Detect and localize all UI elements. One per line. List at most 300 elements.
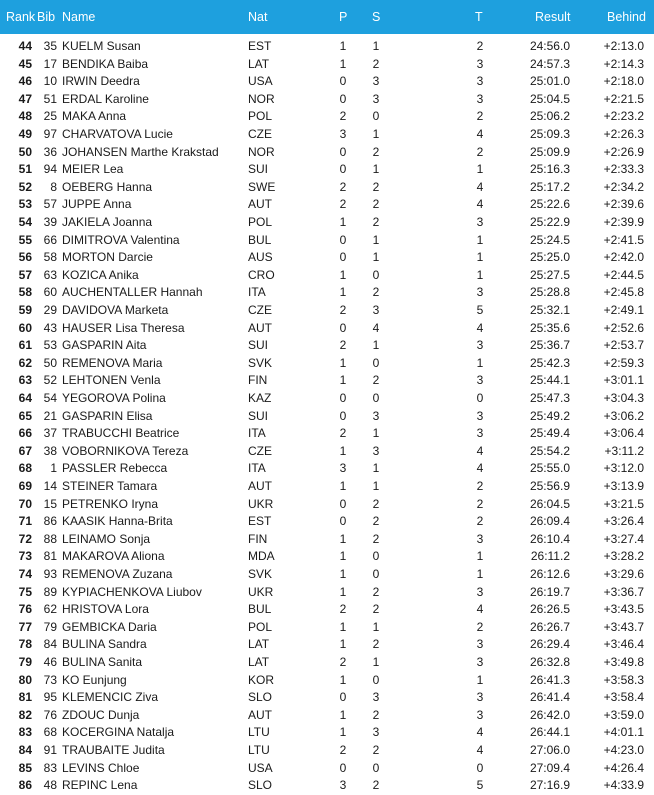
prone-misses: 1: [339, 725, 347, 740]
standing-misses: 0: [372, 391, 380, 405]
athlete-name: MAKA Anna: [62, 109, 127, 124]
behind-time: +3:46.4: [603, 637, 644, 652]
rank-cell: 70: [18, 496, 32, 511]
behind-time: +3:29.6: [603, 567, 644, 581]
result-time: 26:29.4: [529, 637, 570, 652]
total-misses: 3: [476, 531, 484, 546]
behind-time: +2:42.0: [603, 250, 644, 265]
bib-cell: 91: [43, 743, 57, 757]
bib-cell: 97: [43, 127, 57, 141]
table-row: [0, 548, 654, 566]
nation-code: LTU: [248, 743, 270, 757]
athlete-name: DIMITROVA Valentina: [62, 232, 180, 247]
table-row: [0, 636, 654, 654]
nation-code: POL: [248, 619, 273, 634]
prone-misses: 0: [339, 760, 347, 775]
table-row: [0, 689, 654, 707]
nation-code: UKR: [248, 496, 274, 511]
standing-misses: 2: [372, 778, 380, 793]
prone-misses: 0: [339, 514, 347, 529]
behind-time: +3:06.4: [603, 426, 644, 441]
standing-misses: 0: [372, 672, 380, 687]
bib-cell: 79: [43, 619, 57, 634]
total-misses: 2: [476, 144, 484, 159]
table-row: [0, 126, 654, 144]
table-row: [0, 408, 654, 426]
nation-code: SVK: [248, 567, 273, 581]
table-row: [0, 232, 654, 250]
rank-cell: 68: [18, 461, 32, 476]
table-row: [0, 214, 654, 232]
total-misses: 2: [476, 109, 484, 124]
standing-misses: 2: [372, 584, 380, 599]
prone-misses: 1: [339, 707, 347, 722]
behind-time: +3:27.4: [603, 531, 644, 546]
standing-misses: 2: [372, 197, 380, 212]
total-misses: 4: [476, 179, 484, 194]
behind-time: +3:36.7: [603, 584, 644, 599]
bib-cell: 89: [43, 584, 57, 599]
behind-time: +2:39.9: [603, 215, 644, 229]
total-misses: 3: [476, 426, 484, 441]
athlete-name: VOBORNIKOVA Tereza: [62, 443, 189, 458]
nation-code: AUT: [248, 197, 272, 212]
rank-cell: 81: [18, 690, 32, 705]
athlete-name: STEINER Tamara: [62, 479, 158, 493]
bib-cell: 38: [43, 443, 57, 458]
total-misses: 3: [476, 74, 484, 89]
athlete-name: KUELM Susan: [62, 39, 141, 53]
athlete-name: KAASIK Hanna-Brita: [62, 514, 173, 529]
standing-misses: 0: [372, 267, 380, 282]
bib-cell: 48: [43, 778, 57, 793]
standing-misses: 3: [372, 690, 380, 705]
table-row: [0, 249, 654, 267]
header-behind: Behind: [607, 10, 646, 24]
prone-misses: 2: [339, 743, 347, 757]
behind-time: +4:23.0: [603, 743, 644, 757]
bib-cell: 54: [43, 391, 57, 405]
result-time: 26:41.3: [529, 672, 570, 687]
nation-code: CRO: [248, 267, 275, 282]
header-result: Result: [535, 10, 571, 24]
prone-misses: 1: [339, 531, 347, 546]
bib-cell: 8: [50, 179, 57, 194]
behind-time: +3:49.8: [603, 655, 644, 669]
prone-misses: 3: [339, 127, 347, 141]
result-time: 26:04.5: [529, 496, 570, 511]
nation-code: SLO: [248, 690, 273, 705]
result-time: 27:16.9: [529, 778, 570, 793]
standing-misses: 1: [372, 338, 380, 353]
behind-time: +4:26.4: [603, 760, 644, 775]
rank-cell: 83: [18, 725, 32, 740]
behind-time: +3:59.0: [603, 707, 644, 722]
bib-cell: 50: [43, 355, 57, 370]
nation-code: EST: [248, 39, 272, 53]
behind-time: +2:26.3: [603, 127, 644, 141]
rank-cell: 66: [18, 426, 32, 441]
nation-code: FIN: [248, 373, 268, 388]
behind-time: +3:43.5: [603, 602, 644, 617]
bib-cell: 62: [43, 602, 57, 617]
nation-code: ITA: [248, 461, 266, 476]
table-row: [0, 742, 654, 760]
result-time: 25:25.0: [529, 250, 570, 265]
total-misses: 2: [476, 496, 484, 511]
nation-code: CZE: [248, 303, 272, 317]
behind-time: +2:18.0: [603, 74, 644, 89]
rank-cell: 67: [18, 443, 32, 458]
behind-time: +2:13.0: [603, 39, 644, 53]
rank-cell: 55: [18, 232, 32, 247]
bib-cell: 51: [43, 91, 57, 106]
table-row: [0, 284, 654, 302]
standing-misses: 2: [372, 602, 380, 617]
table-row: [0, 566, 654, 584]
behind-time: +2:21.5: [603, 91, 644, 106]
table-row: [0, 513, 654, 531]
nation-code: NOR: [248, 144, 275, 159]
athlete-name: JAKIELA Joanna: [62, 215, 153, 229]
total-misses: 4: [476, 197, 484, 212]
rank-cell: 82: [18, 707, 32, 722]
total-misses: 0: [476, 760, 484, 775]
nation-code: BUL: [248, 232, 272, 247]
athlete-name: KOCERGINA Natalja: [62, 725, 175, 740]
result-time: 25:36.7: [529, 338, 570, 353]
standing-misses: 1: [372, 655, 380, 669]
bib-cell: 15: [43, 496, 57, 511]
nation-code: SVK: [248, 355, 273, 370]
bib-cell: 36: [43, 144, 57, 159]
total-misses: 3: [476, 285, 484, 300]
standing-misses: 4: [372, 320, 380, 335]
behind-time: +3:58.4: [603, 690, 644, 705]
standing-misses: 2: [372, 285, 380, 300]
standing-misses: 0: [372, 549, 380, 564]
nation-code: SWE: [248, 179, 276, 194]
table-row: [0, 73, 654, 91]
prone-misses: 1: [339, 567, 347, 581]
prone-misses: 3: [339, 461, 347, 476]
behind-time: +2:26.9: [603, 144, 644, 159]
nation-code: BUL: [248, 602, 272, 617]
rank-cell: 52: [18, 179, 32, 194]
result-time: 25:55.0: [529, 461, 570, 476]
result-time: 27:06.0: [529, 743, 570, 757]
bib-cell: 1: [50, 461, 57, 476]
rank-cell: 51: [18, 162, 32, 177]
result-time: 26:42.0: [529, 707, 570, 722]
athlete-name: GEMBICKA Daria: [62, 619, 157, 634]
standing-misses: 1: [372, 619, 380, 634]
table-row: [0, 302, 654, 320]
table-row: [0, 161, 654, 179]
total-misses: 1: [476, 232, 484, 247]
total-misses: 4: [476, 743, 484, 757]
prone-misses: 1: [339, 443, 347, 458]
nation-code: AUS: [248, 250, 273, 265]
standing-misses: 2: [372, 215, 380, 229]
prone-misses: 1: [339, 215, 347, 229]
athlete-name: LEINAMO Sonja: [62, 531, 151, 546]
total-misses: 3: [476, 91, 484, 106]
total-misses: 3: [476, 655, 484, 669]
total-misses: 4: [476, 602, 484, 617]
standing-misses: 2: [372, 179, 380, 194]
nation-code: LAT: [248, 637, 270, 652]
athlete-name: DAVIDOVA Marketa: [62, 303, 169, 317]
total-misses: 3: [476, 637, 484, 652]
bib-cell: 17: [43, 56, 57, 71]
rank-cell: 65: [18, 408, 32, 423]
table-row: [0, 390, 654, 408]
behind-time: +2:52.6: [603, 320, 644, 335]
table-row: [0, 478, 654, 496]
athlete-name: REMENOVA Zuzana: [62, 567, 173, 581]
total-misses: 0: [476, 391, 484, 405]
total-misses: 2: [476, 39, 484, 53]
total-misses: 2: [476, 619, 484, 634]
behind-time: +2:23.2: [603, 109, 644, 124]
rank-cell: 56: [18, 250, 32, 265]
total-misses: 4: [476, 725, 484, 740]
nation-code: LAT: [248, 56, 270, 71]
table-row: [0, 108, 654, 126]
table-row: [0, 179, 654, 197]
rank-cell: 46: [18, 74, 32, 89]
rank-cell: 74: [18, 567, 32, 581]
behind-time: +2:39.6: [603, 197, 644, 212]
result-time: 25:06.2: [529, 109, 570, 124]
result-time: 25:49.4: [529, 426, 570, 441]
table-row: [0, 267, 654, 285]
prone-misses: 0: [339, 408, 347, 423]
standing-misses: 0: [372, 355, 380, 370]
standing-misses: 2: [372, 743, 380, 757]
nation-code: POL: [248, 109, 273, 124]
bib-cell: 35: [43, 39, 57, 53]
rank-cell: 62: [18, 355, 32, 370]
rank-cell: 58: [18, 285, 32, 300]
standing-misses: 1: [372, 232, 380, 247]
total-misses: 3: [476, 215, 484, 229]
prone-misses: 1: [339, 584, 347, 599]
athlete-name: TRABUCCHI Beatrice: [62, 426, 180, 441]
rank-cell: 45: [18, 56, 32, 71]
table-row: [0, 443, 654, 461]
total-misses: 3: [476, 584, 484, 599]
table-row: [0, 584, 654, 602]
bib-cell: 76: [43, 707, 57, 722]
table-row: [0, 724, 654, 742]
athlete-name: MAKAROVA Aliona: [62, 549, 165, 564]
result-time: 25:35.6: [529, 320, 570, 335]
rank-cell: 84: [18, 743, 32, 757]
result-time: 26:32.8: [529, 655, 570, 669]
rank-cell: 49: [18, 127, 32, 141]
prone-misses: 1: [339, 637, 347, 652]
behind-time: +2:53.7: [603, 338, 644, 353]
prone-misses: 0: [339, 91, 347, 106]
table-row: [0, 460, 654, 478]
prone-misses: 1: [339, 479, 347, 493]
results-header: [0, 0, 654, 34]
standing-misses: 3: [372, 303, 380, 317]
bib-cell: 29: [43, 303, 57, 317]
result-time: 25:09.9: [529, 144, 570, 159]
prone-misses: 0: [339, 391, 347, 405]
table-row: [0, 777, 654, 795]
result-time: 26:10.4: [529, 531, 570, 546]
nation-code: UKR: [248, 584, 274, 599]
standing-misses: 3: [372, 91, 380, 106]
standing-misses: 0: [372, 567, 380, 581]
athlete-name: GASPARIN Elisa: [62, 408, 153, 423]
result-time: 25:09.3: [529, 127, 570, 141]
prone-misses: 1: [339, 373, 347, 388]
table-row: [0, 531, 654, 549]
prone-misses: 2: [339, 179, 347, 194]
table-row: [0, 425, 654, 443]
nation-code: SUI: [248, 408, 269, 423]
total-misses: 2: [476, 514, 484, 529]
result-time: 27:09.4: [529, 760, 570, 775]
rank-cell: 57: [18, 267, 32, 282]
result-time: 25:32.1: [529, 303, 570, 317]
result-time: 26:12.6: [529, 567, 570, 581]
bib-cell: 63: [43, 267, 57, 282]
result-time: 25:42.3: [529, 355, 570, 370]
nation-code: AUT: [248, 320, 272, 335]
total-misses: 1: [476, 355, 484, 370]
prone-misses: 1: [339, 672, 347, 687]
prone-misses: 1: [339, 56, 347, 71]
table-row: [0, 372, 654, 390]
standing-misses: 0: [372, 109, 380, 124]
bib-cell: 73: [43, 672, 57, 687]
result-time: 24:57.3: [529, 56, 570, 71]
total-misses: 3: [476, 707, 484, 722]
bib-cell: 84: [43, 637, 57, 652]
nation-code: KAZ: [248, 391, 272, 405]
rank-cell: 85: [18, 760, 32, 775]
result-time: 25:04.5: [529, 91, 570, 106]
nation-code: AUT: [248, 479, 272, 493]
behind-time: +3:43.7: [603, 619, 644, 634]
total-misses: 3: [476, 338, 484, 353]
behind-time: +3:13.9: [603, 479, 644, 493]
nation-code: LAT: [248, 655, 270, 669]
result-time: 25:24.5: [529, 232, 570, 247]
total-misses: 3: [476, 690, 484, 705]
bib-cell: 57: [43, 197, 57, 212]
prone-misses: 0: [339, 232, 347, 247]
table-row: [0, 707, 654, 725]
behind-time: +2:33.3: [603, 162, 644, 177]
rank-cell: 80: [18, 672, 32, 687]
prone-misses: 0: [339, 144, 347, 159]
behind-time: +3:58.3: [603, 672, 644, 687]
rank-cell: 44: [18, 39, 32, 53]
rank-cell: 59: [18, 303, 32, 317]
bib-cell: 53: [43, 338, 57, 353]
bib-cell: 39: [43, 215, 57, 229]
total-misses: 4: [476, 443, 484, 458]
rank-cell: 47: [18, 91, 32, 106]
athlete-name: KOZICA Anika: [62, 267, 139, 282]
athlete-name: CHARVATOVA Lucie: [62, 127, 173, 141]
athlete-name: AUCHENTALLER Hannah: [62, 285, 203, 300]
standing-misses: 3: [372, 443, 380, 458]
behind-time: +2:45.8: [603, 285, 644, 300]
prone-misses: 0: [339, 496, 347, 511]
athlete-name: LEHTONEN Venla: [62, 373, 161, 388]
prone-misses: 0: [339, 162, 347, 177]
rank-cell: 71: [18, 514, 32, 529]
bib-cell: 81: [43, 549, 57, 564]
table-row: [0, 672, 654, 690]
prone-misses: 2: [339, 602, 347, 617]
nation-code: CZE: [248, 443, 272, 458]
behind-time: +2:14.3: [603, 56, 644, 71]
bib-cell: 94: [43, 162, 57, 177]
behind-time: +3:28.2: [603, 549, 644, 564]
athlete-name: LEVINS Chloe: [62, 760, 140, 775]
standing-misses: 1: [372, 426, 380, 441]
result-time: 25:49.2: [529, 408, 570, 423]
prone-misses: 1: [339, 619, 347, 634]
table-row: [0, 196, 654, 214]
standing-misses: 1: [372, 162, 380, 177]
bib-cell: 25: [43, 109, 57, 124]
total-misses: 3: [476, 56, 484, 71]
behind-time: +3:04.3: [603, 391, 644, 405]
header-standing: S: [372, 10, 381, 24]
prone-misses: 1: [339, 39, 347, 53]
nation-code: FIN: [248, 531, 268, 546]
standing-misses: 1: [372, 479, 380, 493]
athlete-name: ERDAL Karoline: [62, 91, 149, 106]
bib-cell: 37: [43, 426, 57, 441]
athlete-name: ZDOUC Dunja: [62, 707, 140, 722]
nation-code: LTU: [248, 725, 270, 740]
total-misses: 3: [476, 408, 484, 423]
nation-code: SLO: [248, 778, 273, 793]
rank-cell: 60: [18, 320, 32, 335]
athlete-name: GASPARIN Aita: [62, 338, 147, 353]
total-misses: 4: [476, 127, 484, 141]
prone-misses: 0: [339, 690, 347, 705]
rank-cell: 61: [18, 338, 32, 353]
bib-cell: 10: [43, 74, 57, 89]
prone-misses: 2: [339, 197, 347, 212]
table-row: [0, 496, 654, 514]
athlete-name: PASSLER Rebecca: [62, 461, 168, 476]
athlete-name: KO Eunjung: [62, 672, 127, 687]
prone-misses: 2: [339, 303, 347, 317]
nation-code: ITA: [248, 426, 266, 441]
athlete-name: KLEMENCIC Ziva: [62, 690, 159, 705]
athlete-name: MORTON Darcie: [62, 250, 153, 265]
athlete-name: MEIER Lea: [62, 162, 124, 177]
bib-cell: 86: [43, 514, 57, 529]
standing-misses: 2: [372, 496, 380, 511]
rank-cell: 72: [18, 531, 32, 546]
table-row: [0, 355, 654, 373]
behind-time: +3:06.2: [603, 408, 644, 423]
